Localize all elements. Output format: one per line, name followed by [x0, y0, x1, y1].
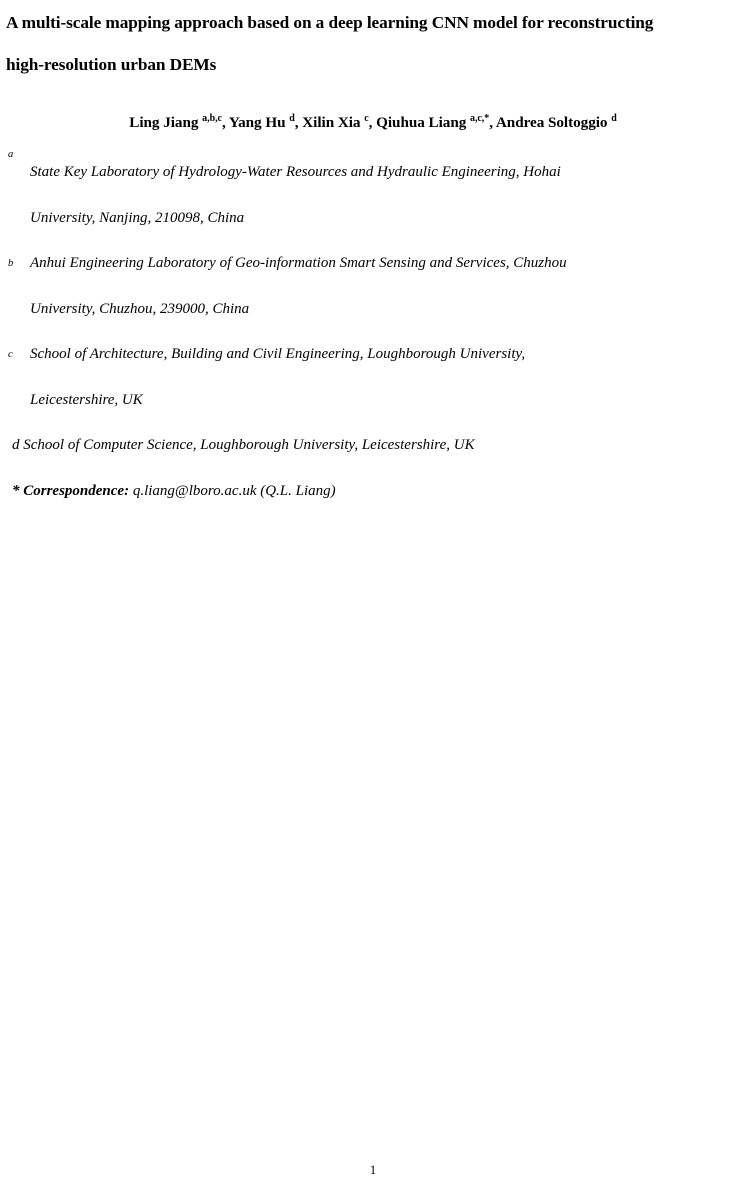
author-list	[6, 86, 740, 132]
affiliation-a	[6, 132, 740, 241]
author-name-3: Xilin Xia	[302, 114, 365, 131]
correspondence	[6, 469, 740, 515]
author-separator-3: ,	[368, 114, 377, 131]
affiliation-c-line-2: Leicestershire, UK	[30, 391, 143, 408]
affiliation-marker-a: a	[8, 149, 14, 160]
affiliation-list	[6, 132, 740, 423]
title-line-1: A multi-scale mapping approach based on a deep learning CNN model for reconstructing	[6, 13, 654, 32]
author-affiliation-marker-4: a,c,*	[470, 112, 490, 124]
affiliation-c-line-1: School of Architecture, Building and Civil Engineering, Loughborough University,	[30, 346, 526, 362]
title-line-2: high-resolution urban DEMs	[6, 55, 217, 74]
correspondence-email[interactable]: q.liang@lboro.ac.uk (Q.L. Liang)	[132, 482, 336, 499]
affiliation-d: d School of Computer Science, Loughborough University, Leicestershire, UK	[12, 437, 475, 453]
affiliation-marker-c: c	[8, 349, 13, 360]
author-affiliation-marker-1: a,b,c	[202, 112, 222, 124]
affiliation-b-line-2: University, Chuzhou, 239000, China	[30, 300, 250, 317]
correspondence-label: * Correspondence:	[12, 482, 133, 499]
author-name-5: Andrea Soltoggio	[495, 114, 612, 131]
page-title	[6, 0, 740, 86]
author-separator-4: ,	[489, 114, 496, 131]
author-separator-2: ,	[294, 114, 303, 131]
author-affiliation-marker-2: d	[289, 112, 295, 124]
author-affiliation-marker-3: c	[364, 112, 369, 124]
page-number: 1	[369, 1163, 377, 1177]
affiliation-b-line-1: Anhui Engineering Laboratory of Geo-information Smart Sensing and Services, Chuzhou	[30, 255, 567, 271]
author-affiliation-marker-5: d	[611, 112, 617, 124]
affiliation-c	[6, 332, 740, 423]
author-separator-1: ,	[221, 114, 229, 131]
affiliation-a-line-1: State Key Laboratory of Hydrology-Water Resources and Hydraulic Engineering, Hohai	[30, 164, 561, 180]
author-name-2: Yang Hu	[228, 114, 290, 131]
author-name-1: Ling Jiang	[129, 114, 203, 131]
affiliation-b	[6, 241, 740, 332]
affiliation-marker-b: b	[8, 258, 14, 269]
author-name-4: Qiuhua Liang	[376, 114, 471, 131]
affiliation-a-line-2: University, Nanjing, 210098, China	[30, 209, 245, 226]
